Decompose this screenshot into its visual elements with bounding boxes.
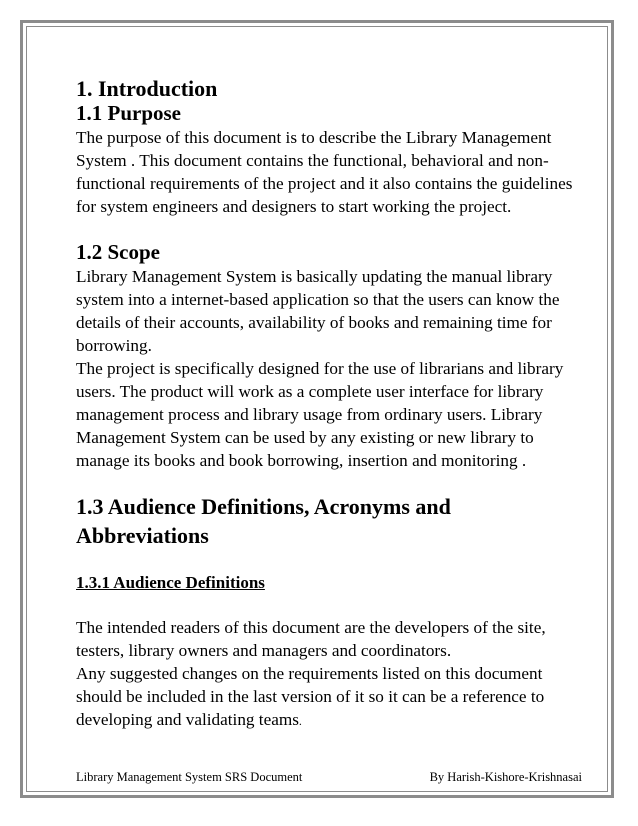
footer-right: By Harish-Kishore-Krishnasai (429, 770, 582, 784)
scope-heading: 1.2 Scope (76, 240, 160, 264)
audience-paragraph-2-text: Any suggested changes on the requirements listed on this document should be included in the last version of it so it can be a reference to developing and validating teams (76, 664, 545, 729)
intro-heading: 1. Introduction (76, 76, 218, 101)
audience-paragraph-1: The intended readers of this document are the developers of the site, testers, library owners and managers and coordinators. (76, 618, 546, 660)
page-footer (76, 770, 582, 785)
purpose-paragraph: The purpose of this document is to describe the Library Management System . This document contains the functional, behavioral and non-functional requirements of the project and it also contains the guidelines for system engineers and designers to start working the project. (76, 128, 573, 216)
footer-left: Library Management System SRS Document (76, 770, 303, 784)
audience-heading: 1.3 Audience Definitions, Acronyms and Abbreviations (76, 494, 451, 548)
scope-paragraph-1: Library Management System is basically updating the manual library system into a internet-based application so that the users can know the details of their accounts, availability of books and remaining time for borrowing. (76, 267, 560, 355)
purpose-heading: 1.1 Purpose (76, 101, 181, 125)
audience-paragraph-2 (76, 662, 576, 733)
document-body (76, 76, 576, 733)
audience-paragraph-2-period: . (298, 714, 302, 728)
scope-paragraph-2: The project is specifically designed for the use of librarians and library users. The product will work as a complete user interface for library management process and library usage from ordinary users. Library Management System can be used by any existing or new library to manage its books and book borrowing, insertion and monitoring . (76, 359, 564, 470)
audience-definitions-heading: 1.3.1 Audience Definitions (76, 573, 265, 592)
